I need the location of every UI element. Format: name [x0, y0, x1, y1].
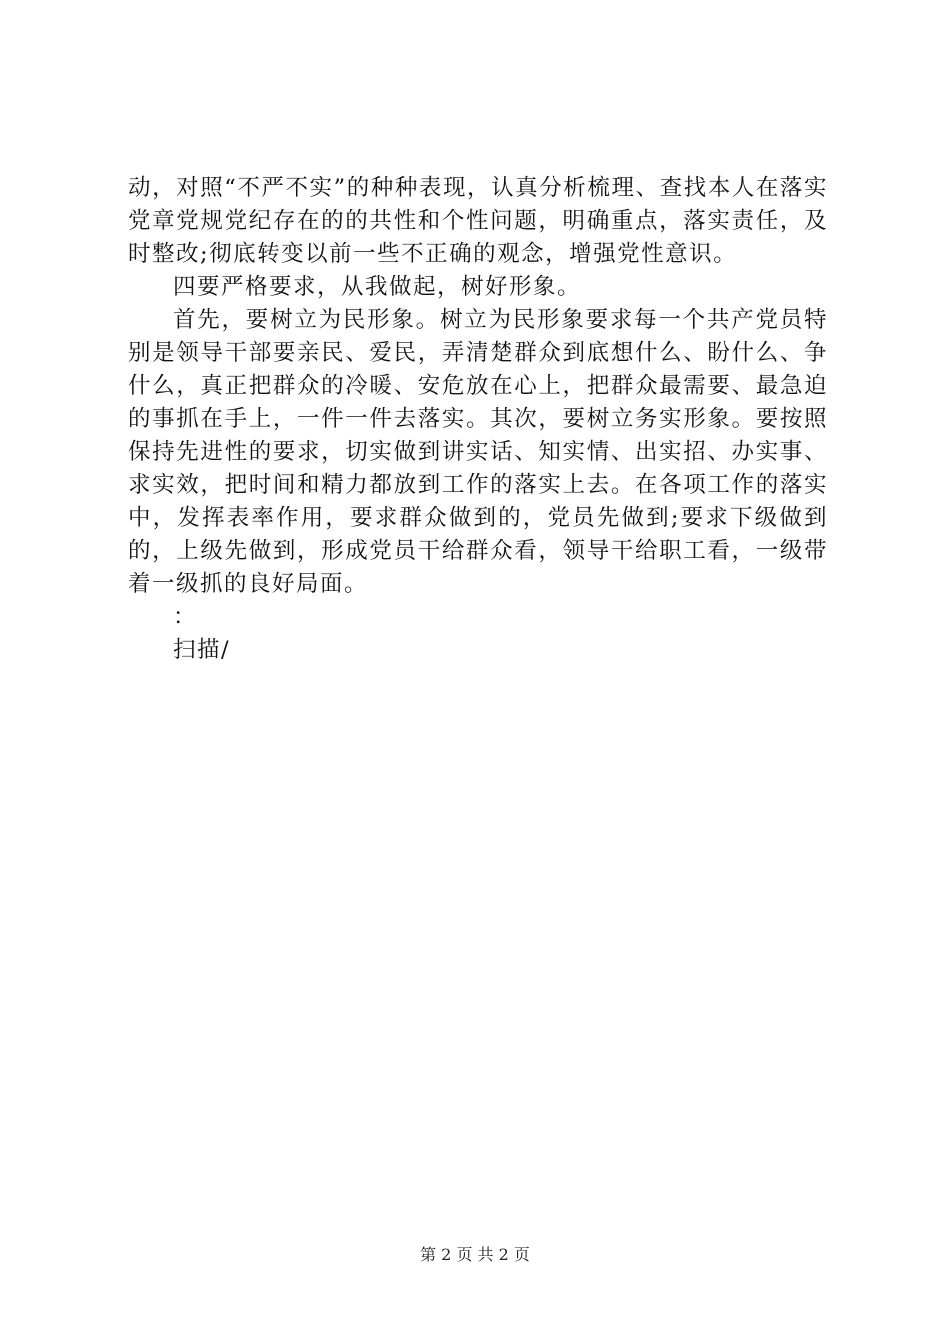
- paragraph-colon: ：: [173, 604, 198, 630]
- paragraph-scan: 扫描/: [173, 637, 231, 663]
- paragraph-heading-four: 四要严格要求，从我做起，树好形象。: [173, 274, 582, 300]
- paragraph-main: 首先，要树立为民形象。树立为民形象要求每一个共产党员特别是领导干部要亲民、爱民，弄清楚群众到底想什么、盼什么、争什么，真正把群众的冷暖、安危放在心上，把群众最需要、最急迫的事抓在手上，一件一件去落实。其次，要树立务实形象。要按照保持先进性的要求，切实做到讲实话、知实情、出实招、办实事、求实效，把时间和精力都放到工作的落实上去。在各项工作的落实中，发挥表率作用，要求群众做到的，党员先做到;要求下级做到的，上级先做到，形成党员干给群众看，领导干给职工看，一级带着一级抓的良好局面。: [128, 307, 828, 597]
- page-footer: [0, 1244, 950, 1266]
- document-body: [128, 172, 828, 667]
- page-number-label: 第 2 页 共 2 页: [420, 1245, 530, 1264]
- paragraph-continuation: 动，对照“不严不实”的种种表现，认真分析梳理、查找本人在落实党章党规党纪存在的的共性和个性问题，明确重点，落实责任，及时整改;彻底转变以前一些不正确的观念，增强党性意识。: [128, 175, 828, 267]
